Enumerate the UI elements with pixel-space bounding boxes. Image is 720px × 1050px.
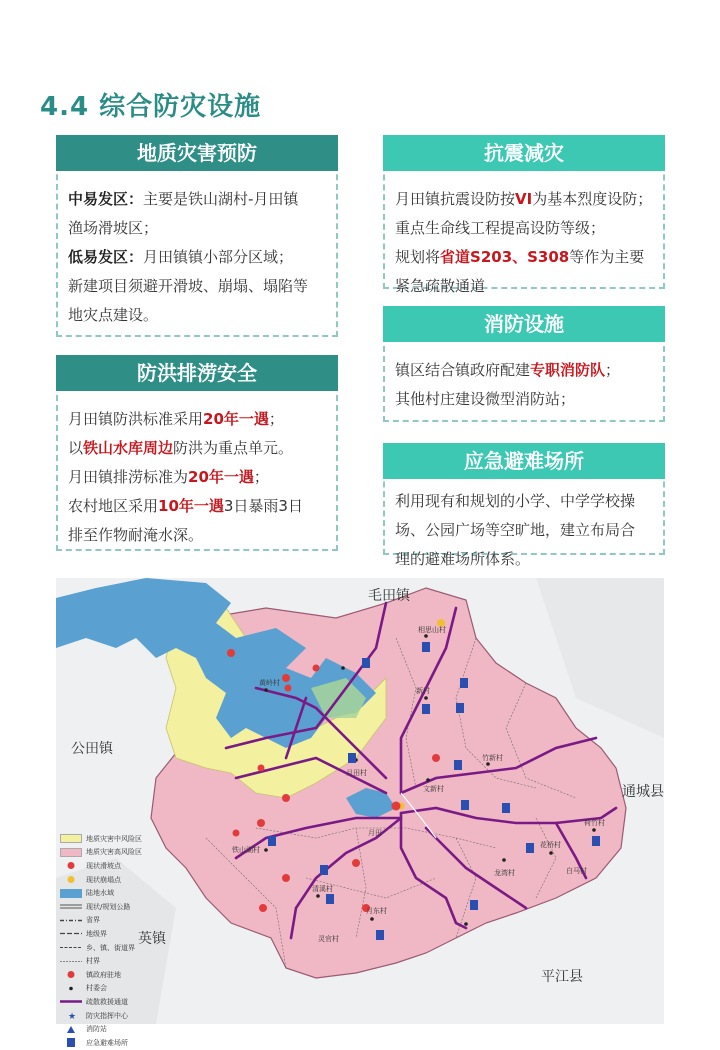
legend-red-star-icon — [60, 970, 82, 979]
legend-red-dot-icon — [60, 861, 82, 870]
shelter-line-3: 理的避难场所体系。 — [395, 550, 531, 568]
village-label: 白马村 — [566, 867, 587, 875]
legend-dash-icon — [60, 929, 82, 938]
legend-item — [60, 900, 180, 914]
quake-line-1c: 为基本烈度设防； — [532, 190, 653, 208]
legend-item — [60, 859, 180, 873]
shelter-line-2: 场、公园广场等空旷地，建立布局合 — [395, 521, 636, 539]
rural-standard: 10年一遇 — [158, 497, 224, 515]
fire-body — [395, 356, 655, 414]
fire-line-1c: ； — [605, 361, 621, 379]
drain-line-c: ； — [253, 468, 269, 486]
legend-item — [60, 886, 180, 900]
legend-label: 现状崩塌点 — [86, 875, 121, 884]
legend-item — [60, 995, 180, 1009]
quake-line-4: 紧急疏散通道 — [395, 277, 486, 295]
legend-item — [60, 832, 180, 846]
legend-label: 陆地水域 — [86, 889, 114, 898]
village-label: 相思山村 — [418, 626, 446, 634]
legend-yellow-dot-icon — [60, 875, 82, 884]
legend-blue-star-icon — [60, 1011, 82, 1023]
legend-swatch-blue — [60, 889, 82, 898]
place-pingjiang: 平江县 — [541, 969, 583, 985]
legend-dash-icon — [60, 916, 82, 925]
legend-item — [60, 873, 180, 887]
legend-dash-icon — [60, 943, 82, 952]
village-label: 荷竹村 — [584, 819, 605, 827]
legend-label: 村委会 — [86, 984, 107, 993]
legend-item — [60, 968, 180, 982]
flood-panel — [56, 355, 338, 551]
village-label: 铁山湖村 — [232, 846, 260, 854]
map-legend — [60, 832, 180, 1050]
legend-item — [60, 982, 180, 996]
quake-line-3a: 规划将 — [395, 248, 441, 266]
fire-line-2: 其他村庄建设微型消防站； — [395, 390, 576, 408]
shelter-title: 应急避难场所 — [383, 443, 665, 479]
legend-label: 地质灾害中风险区 — [86, 834, 142, 843]
shelter-line-1: 利用现有和规划的小学、中学学校操 — [395, 492, 636, 510]
village-label: 灵官村 — [318, 935, 339, 943]
legend-purple-line-icon — [60, 997, 82, 1006]
rural-line-a: 农村地区采用 — [68, 497, 159, 515]
quake-panel — [383, 135, 665, 295]
quake-body — [395, 185, 655, 301]
legend-swatch-yellow — [60, 834, 82, 843]
evac-roads: 省道S203、S308 — [440, 248, 570, 266]
place-maotian: 毛田镇 — [368, 588, 410, 604]
fire-line-1a: 镇区结合镇政府配建 — [395, 361, 531, 379]
quake-title: 抗震减灾 — [383, 135, 665, 171]
legend-label: 现状滑坡点 — [86, 861, 121, 870]
legend-triangle-icon — [60, 1025, 82, 1034]
legend-label: 防灾指挥中心 — [86, 1011, 128, 1020]
low-risk-text: 月田镇镇小部分区域； — [143, 248, 294, 266]
legend-item — [60, 1022, 180, 1036]
legend-label: 疏散救援通道 — [86, 997, 128, 1006]
legend-line-icon — [60, 957, 82, 966]
village-label: 黄岭村 — [259, 679, 280, 687]
place-ying: 英镇 — [138, 931, 166, 947]
legend-item — [60, 927, 180, 941]
legend-label: 省界 — [86, 916, 100, 925]
flood-line-1a: 月田镇防洪标准采用 — [68, 410, 204, 428]
village-label: 月田村 — [346, 769, 367, 777]
legend-label: 应急避难场所 — [86, 1038, 128, 1047]
low-risk-label: 低易发区： — [68, 248, 144, 266]
legend-label: 镇政府驻地 — [86, 970, 121, 979]
village-label: 新村 — [416, 687, 430, 695]
flood-line-2a: 以 — [68, 439, 84, 457]
legend-item — [60, 1009, 180, 1023]
place-gongtian: 公田镇 — [71, 741, 113, 757]
legend-road-icon — [60, 902, 82, 911]
geo-hazard-panel — [56, 135, 338, 337]
svg-text:★: ★ — [68, 1012, 77, 1023]
quake-line-2: 重点生命线工程提高设防等级； — [395, 219, 606, 237]
quake-intensity: VI — [515, 190, 533, 208]
rural-line-c: 3日暴雨3日 — [223, 497, 303, 515]
disaster-prevention-map — [56, 578, 664, 1047]
legend-small-dot-icon — [60, 984, 82, 993]
flood-line-2c: 防洪为重点单元。 — [173, 439, 294, 457]
place-tongcheng: 通城县 — [622, 784, 664, 800]
village-label: 月田 — [368, 829, 382, 837]
legend-item — [60, 941, 180, 955]
legend-item — [60, 846, 180, 860]
drain-standard: 20年一遇 — [188, 468, 254, 486]
geo-hazard-title: 地质灾害预防 — [56, 135, 338, 171]
legend-label: 消防站 — [86, 1025, 107, 1034]
rural-line-2: 排至作物耐淹水深。 — [68, 526, 204, 544]
flood-title: 防洪排涝安全 — [56, 355, 338, 391]
legend-label: 地级界 — [86, 929, 107, 938]
shelter-body — [395, 487, 655, 574]
legend-label: 村界 — [86, 957, 100, 966]
geo-hazard-body — [68, 185, 328, 330]
mid-risk-label: 中易发区： — [68, 190, 144, 208]
legend-label: 现状/规划公路 — [86, 902, 131, 911]
village-label: 龙湾村 — [494, 869, 515, 877]
flood-body — [68, 405, 328, 550]
mid-risk-text: 主要是铁山湖村-月田镇 — [143, 190, 299, 208]
fire-brigade: 专职消防队 — [530, 361, 606, 379]
geo-note-1: 新建项目须避开滑坡、崩塌、塌陷等 — [68, 277, 309, 295]
section-title: 4.4 综合防灾设施 — [40, 92, 262, 122]
legend-item — [60, 954, 180, 968]
legend-swatch-pink — [60, 848, 82, 857]
village-label: 竹新村 — [482, 754, 503, 762]
shelter-panel — [383, 443, 665, 568]
legend-shelter-icon — [60, 1038, 82, 1047]
legend-label: 乡、镇、街道界 — [86, 943, 135, 952]
quake-line-1a: 月田镇抗震设防按 — [395, 190, 516, 208]
town-government-icon — [392, 802, 401, 811]
village-label: 花桥村 — [540, 841, 561, 849]
quake-line-3c: 等作为主要 — [569, 248, 645, 266]
village-label: 清溪村 — [312, 885, 333, 893]
flood-line-1c: ； — [268, 410, 284, 428]
village-label: 文新村 — [423, 785, 444, 793]
flood-standard: 20年一遇 — [203, 410, 269, 428]
mid-risk-text-2: 渔场滑坡区； — [68, 219, 159, 237]
fire-panel — [383, 306, 665, 422]
geo-note-2: 地灾点建设。 — [68, 306, 159, 324]
legend-item — [60, 914, 180, 928]
flood-key-unit: 铁山水库周边 — [83, 439, 174, 457]
fire-title: 消防设施 — [383, 306, 665, 342]
village-label: 月东村 — [366, 907, 387, 915]
legend-item — [60, 1036, 180, 1050]
legend-label: 地质灾害高风险区 — [86, 848, 142, 857]
drain-line-a: 月田镇排涝标准为 — [68, 468, 189, 486]
